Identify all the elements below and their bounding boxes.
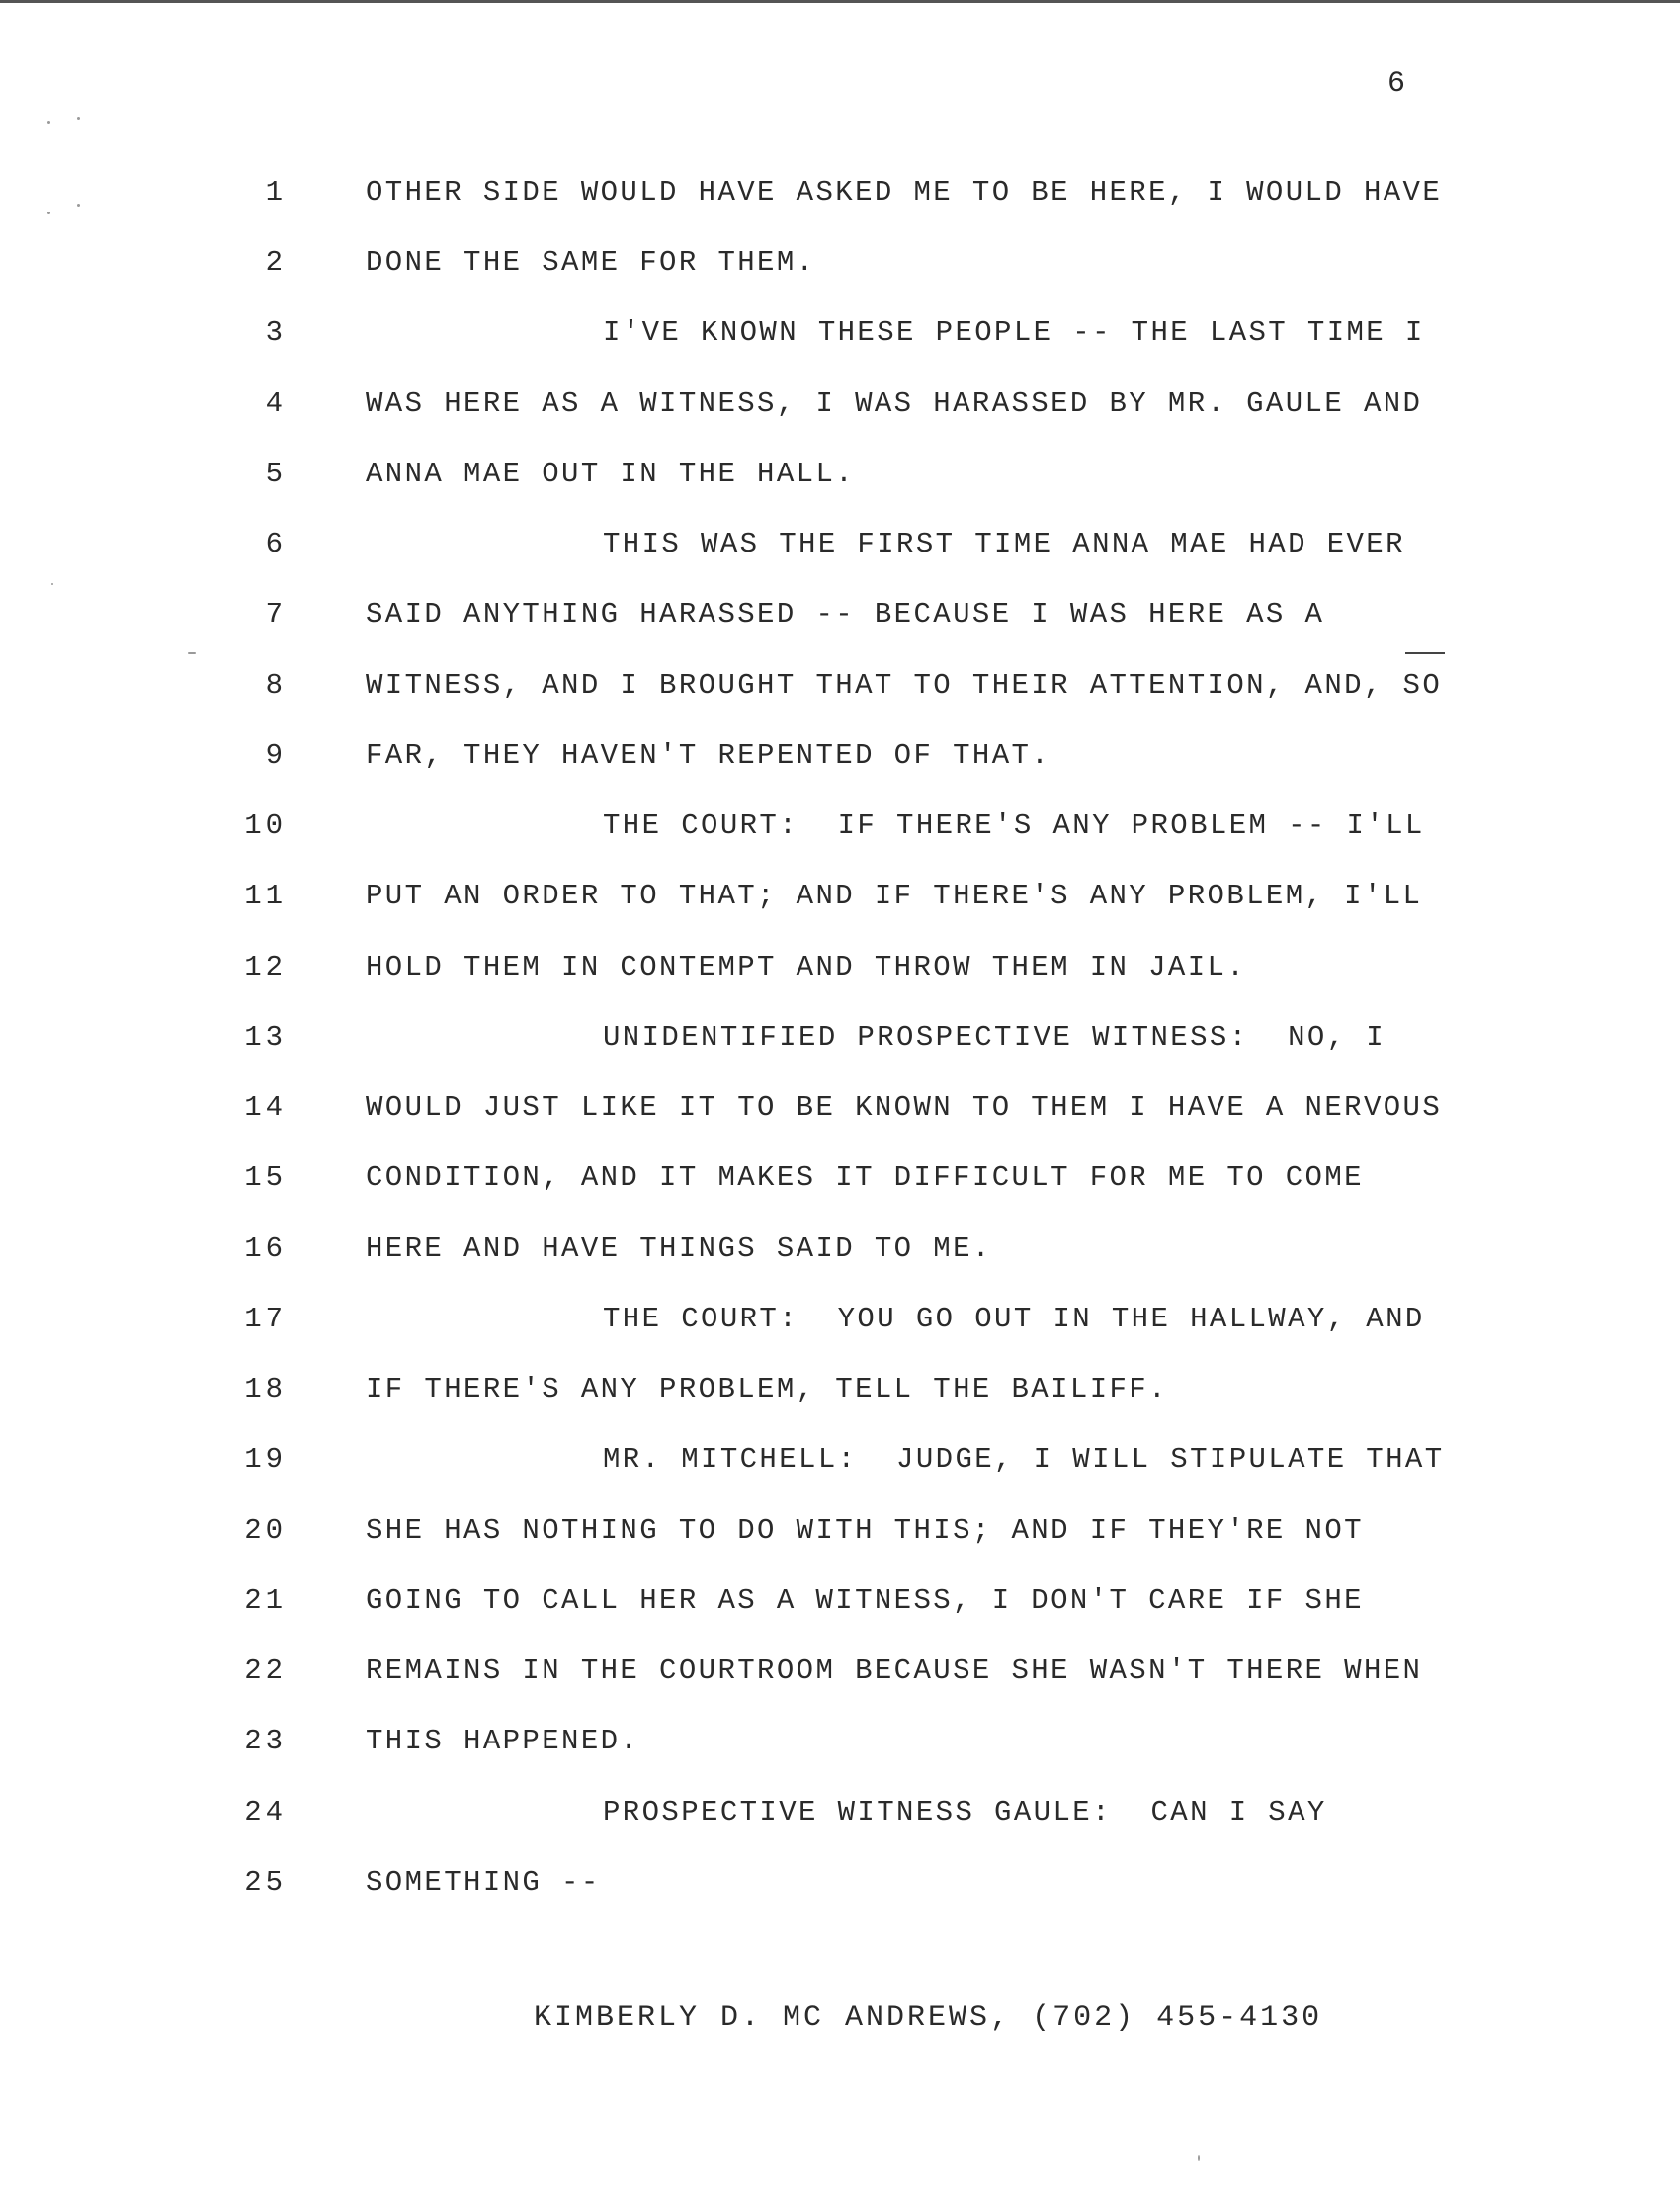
- transcript-line: [0, 246, 1680, 296]
- line-text: THIS WAS THE FIRST TIME ANNA MAE HAD EVER: [603, 528, 1405, 560]
- transcript-line: [0, 809, 1680, 859]
- line-number: 25: [244, 1866, 287, 1899]
- transcript-line: [0, 316, 1680, 366]
- line-text: OTHER SIDE WOULD HAVE ASKED ME TO BE HERE, I WOULD HAVE: [366, 176, 1443, 209]
- line-text: FAR, THEY HAVEN'T REPENTED OF THAT.: [366, 739, 1051, 772]
- transcript-line: [0, 1161, 1680, 1211]
- line-number: 5: [265, 458, 287, 490]
- line-text: THIS HAPPENED.: [366, 1725, 640, 1757]
- line-number: 17: [244, 1303, 287, 1335]
- line-number: 1: [265, 176, 287, 209]
- line-number: 4: [265, 387, 287, 420]
- line-text: GOING TO CALL HER AS A WITNESS, I DON'T CARE IF SHE: [366, 1584, 1364, 1617]
- page-number: 6: [1387, 67, 1407, 101]
- line-number: 10: [244, 809, 287, 842]
- transcript-line: [0, 1655, 1680, 1704]
- transcript-line: [0, 739, 1680, 789]
- line-text: HOLD THEM IN CONTEMPT AND THROW THEM IN JAIL.: [366, 951, 1247, 983]
- transcript-line: [0, 387, 1680, 437]
- line-number: 21: [244, 1584, 287, 1617]
- line-text: PUT AN ORDER TO THAT; AND IF THERE'S ANY PROBLEM, I'LL: [366, 880, 1423, 912]
- line-number: 7: [265, 598, 287, 631]
- line-text: DONE THE SAME FOR THEM.: [366, 246, 816, 279]
- transcript-line: [0, 1232, 1680, 1282]
- transcript-line: [0, 458, 1680, 507]
- line-text: ANNA MAE OUT IN THE HALL.: [366, 458, 856, 490]
- transcript-line: [0, 669, 1680, 719]
- line-text: WOULD JUST LIKE IT TO BE KNOWN TO THEM I HAVE A NERVOUS: [366, 1091, 1443, 1124]
- transcript-line: [0, 880, 1680, 929]
- line-number: 18: [244, 1373, 287, 1405]
- line-number: 19: [244, 1443, 287, 1476]
- line-number: 2: [265, 246, 287, 279]
- reporter-footer: KIMBERLY D. MC ANDREWS, (702) 455-4130: [534, 2001, 1323, 2035]
- line-number: 16: [244, 1232, 287, 1265]
- line-text: UNIDENTIFIED PROSPECTIVE WITNESS: NO, I: [603, 1021, 1386, 1054]
- line-number: 13: [244, 1021, 287, 1054]
- line-number: 20: [244, 1514, 287, 1547]
- line-number: 11: [244, 880, 287, 912]
- transcript-line: [0, 176, 1680, 225]
- line-text: SOMETHING --: [366, 1866, 601, 1899]
- line-number: 14: [244, 1091, 287, 1124]
- line-text: THE COURT: YOU GO OUT IN THE HALLWAY, AND: [603, 1303, 1425, 1335]
- transcript-line: [0, 528, 1680, 577]
- line-number: 9: [265, 739, 287, 772]
- line-number: 3: [265, 316, 287, 349]
- line-text: MR. MITCHELL: JUDGE, I WILL STIPULATE THAT: [603, 1443, 1445, 1476]
- line-number: 22: [244, 1655, 287, 1687]
- transcript-line: [0, 1373, 1680, 1422]
- line-text: HERE AND HAVE THINGS SAID TO ME.: [366, 1232, 992, 1265]
- line-number: 15: [244, 1161, 287, 1194]
- line-number: 6: [265, 528, 287, 560]
- line-number: 8: [265, 669, 287, 702]
- transcript-line: [0, 1796, 1680, 1845]
- line-number: 24: [244, 1796, 287, 1828]
- transcript-line: [0, 1866, 1680, 1915]
- transcript-line: [0, 1091, 1680, 1141]
- transcript-line: [0, 1514, 1680, 1564]
- line-text: CONDITION, AND IT MAKES IT DIFFICULT FOR ME TO COME: [366, 1161, 1364, 1194]
- line-text: IF THERE'S ANY PROBLEM, TELL THE BAILIFF.: [366, 1373, 1168, 1405]
- line-text: I'VE KNOWN THESE PEOPLE -- THE LAST TIME I: [603, 316, 1425, 349]
- line-text: WITNESS, AND I BROUGHT THAT TO THEIR ATTENTION, AND, SO: [366, 669, 1443, 702]
- line-text: WAS HERE AS A WITNESS, I WAS HARASSED BY MR. GAULE AND: [366, 387, 1423, 420]
- line-text: SHE HAS NOTHING TO DO WITH THIS; AND IF THEY'RE NOT: [366, 1514, 1364, 1547]
- line-text: REMAINS IN THE COURTROOM BECAUSE SHE WASN'T THERE WHEN: [366, 1655, 1423, 1687]
- transcript-line: [0, 598, 1680, 647]
- line-text: THE COURT: IF THERE'S ANY PROBLEM -- I'LL: [603, 809, 1425, 842]
- line-number: 12: [244, 951, 287, 983]
- transcript-line: [0, 1303, 1680, 1352]
- line-number: 23: [244, 1725, 287, 1757]
- transcript-line: [0, 1021, 1680, 1070]
- line-text: PROSPECTIVE WITNESS GAULE: CAN I SAY: [603, 1796, 1327, 1828]
- transcript-line: [0, 1443, 1680, 1492]
- transcript-line: [0, 1584, 1680, 1634]
- transcript-line: [0, 1725, 1680, 1774]
- transcript-line: [0, 951, 1680, 1000]
- line-text: SAID ANYTHING HARASSED -- BECAUSE I WAS HERE AS A: [366, 598, 1325, 631]
